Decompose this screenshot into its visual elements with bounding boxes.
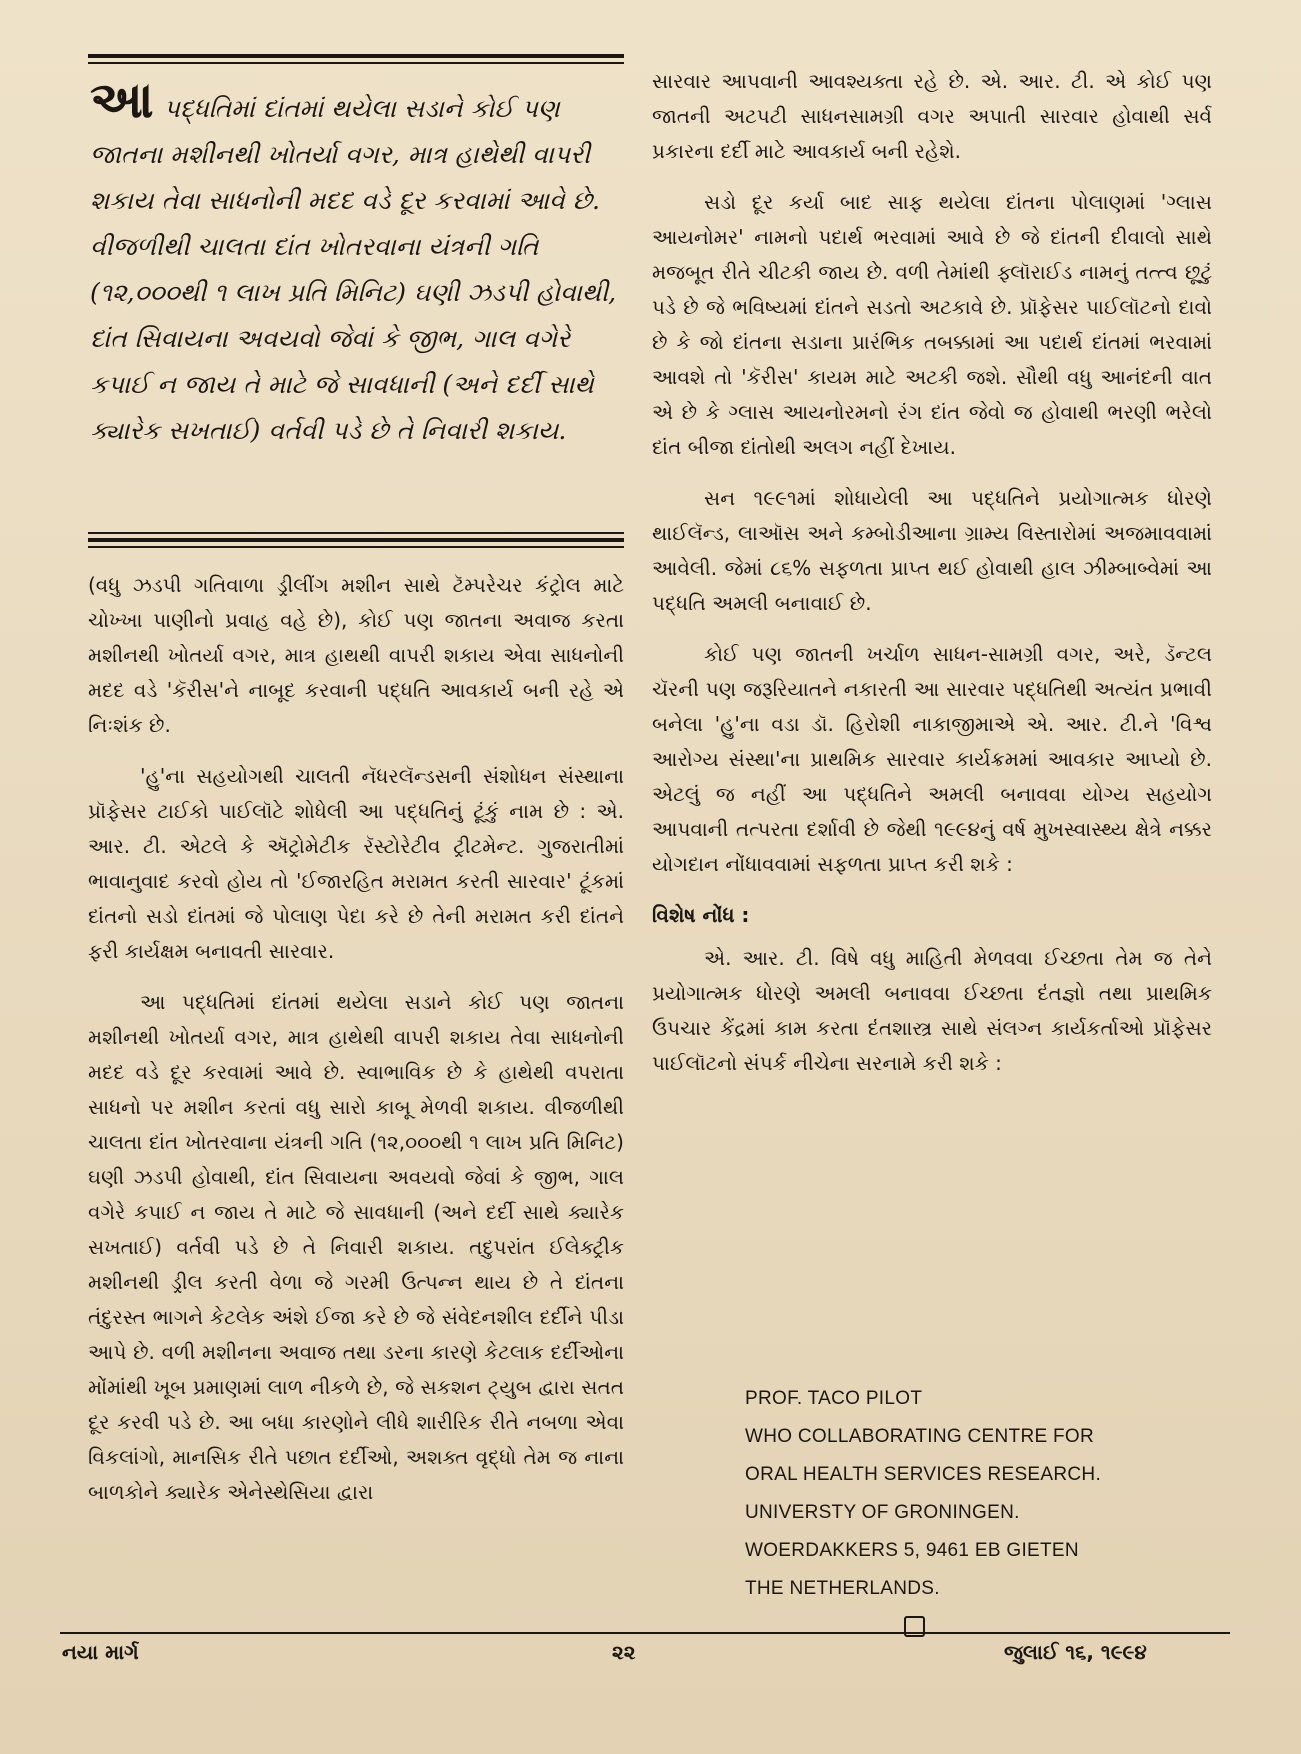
pullquote-initial: આ <box>90 70 154 129</box>
pullquote-text: પદ્ધતિમાં દાંતમાં થયેલા સડાને કોઈ પણ જાતના મશીનથી ખોતર્યા વગર, માત્ર હાથેથી વાપરી શકાય તેવા સાધનોની મદદ વડે દૂર કરવામાં આવે છે. વીજળીથી ચાલતા દાંત ખોતરવાના યંત્રની ગતિ (૧૨,૦૦૦થી ૧ લાખ પ્રતિ મિનિટ) ઘણી ઝડપી હોવાથી, દાંત સિવાયના અવયવો જેવાં કે જીભ, ગાલ વગેરે કપાઈ ન જાય તે માટે જે સાવધાની (અને દર્દી સાથે ક્યારેક સખતાઈ) વર્તવી પડે છે તે નિવારી શકાય. <box>90 94 617 445</box>
contact-address <box>745 1380 1101 1608</box>
address-line-university: UNIVERSTY OF GRONINGEN. <box>745 1502 1020 1523</box>
pullquote-bottom-rule-thin <box>88 532 624 534</box>
footer-page-number: ૨૨ <box>612 1640 636 1664</box>
right-paragraph-3: સન ૧૯૯૧માં શોધાયેલી આ પદ્ધતિને પ્રયોગાત્મક ધોરણે થાઈલૅન્ડ, લાઑસ અને કમ્બોડીઆના ગ્રામ્ય વિસ્તારોમાં અજમાવવામાં આવેલી. જેમાં ૮૬% સફળતા પ્રાપ્ત થઈ હોવાથી હાલ ઝીમ્બાબ્વેમાં આ પદ્ધતિ અમલી બનાવાઈ છે. <box>652 486 1212 615</box>
footer-publication: નયા માર્ગ <box>62 1640 139 1664</box>
pullquote-bottom-rule <box>88 538 624 542</box>
left-column <box>88 568 624 1526</box>
right-column <box>652 64 1212 1097</box>
right-paragraph-4: કોઈ પણ જાતની ખર્ચાળ સાધન-સામગ્રી વગર, અરે, ડૅન્ટલ ચૅરની પણ જરૂરિયાતને નકારતી આ સારવાર પદ્ધતિથી અત્યંત પ્રભાવી બનેલા 'હુ'ના વડા ડૉ. હિરોશી નાકાજીમાએ એ. આર. ટી.ને 'વિશ્વ આરોગ્ય સંસ્થા'ના પ્રાથમિક સારવાર કાર્યક્રમમાં આવકાર આપ્યો છે. એટલું જ નહીં આ પદ્ધતિને અમલી બનાવવા યોગ્ય સહયોગ આપવાની તત્પરતા દર્શાવી છે જેથી ૧૯૯૪નું વર્ષ મુખસ્વાસ્થ્ય ક્ષેત્રે નક્કર યોગદાન નોંધાવવામાં સફળતા પ્રાપ્ત કરી શકે : <box>652 642 1212 876</box>
address-line-research: ORAL HEALTH SERVICES RESEARCH. <box>745 1464 1102 1485</box>
note-paragraph: એ. આર. ટી. વિષે વધુ માહિતી મેળવવા ઈચ્છતા તેમ જ તેને પ્રયોગાત્મક ધોરણે અમલી બનાવવા ઈચ્છતા દંતજ્ઞો તથા પ્રાથમિક ઉપચાર કેંદ્રમાં કામ કરતા દંતશાસ્ત્ર સાથે સંલગ્ન કાર્યકર્તાઓ પ્રૉફેસર પાઈલૉટનો સંપર્ક નીચેના સરનામે કરી શકે : <box>652 946 1212 1075</box>
address-line-country: THE NETHERLANDS. <box>745 1578 940 1599</box>
address-line-street: WOERDAKKERS 5, 9461 EB GIETEN <box>745 1540 1079 1561</box>
note-heading: વિશેષ નોંધ : <box>652 903 750 927</box>
pullquote-top-rule-thin <box>88 62 624 64</box>
right-paragraph-1: સારવાર આપવાની આવશ્યક્તા રહે છે. એ. આર. ટી. એ કોઈ પણ જાતની અટપટી સાધનસામગ્રી વગર અપાતી સારવાર હોવાથી સર્વ પ્રકારના દર્દી માટે આવકાર્ય બની રહેશે. <box>652 69 1212 163</box>
left-paragraph-1: (વધુ ઝડપી ગતિવાળા ડ્રીલીંગ મશીન સાથે ટૅમ્પરેચર કંટ્રોલ માટે ચોખ્ખા પાણીનો પ્રવાહ વહે છે), કોઈ પણ જાતના અવાજ કરતા મશીનથી ખોતર્યા વગર, માત્ર હાથથી વાપરી શકાય એવા સાધનોની મદદ વડે 'કૅરીસ'ને નાબૂદ કરવાની પદ્ધતિ આવકાર્ય બની રહે એ નિઃશંક છે. <box>88 573 624 737</box>
right-paragraph-2: સડો દૂર કર્યા બાદ સાફ થયેલા દાંતના પોલાણમાં 'ગ્લાસ આયનોમર' નામનો પદાર્થ ભરવામાં આવે છે જે દાંતની દીવાલો સાથે મજબૂત રીતે ચીટકી જાય છે. વળી તેમાંથી ફ્લૉરાઈડ નામનું તત્ત્વ છૂટું પડે છે જે ભવિષ્યમાં દાંતને સડતો અટકાવે છે. પ્રૉફેસર પાઈલૉટનો દાવો છે કે જો દાંતના સડાના પ્રારંભિક તબક્કામાં આ પદાર્થ દાંતમાં ભરવામાં આવશે તો 'કૅરીસ' કાયમ માટે અટકી જશે. સૌથી વધુ આનંદની વાત એ છે કે ગ્લાસ આયનોરમનો રંગ દાંત જેવો જ હોવાથી ભરણી ભરેલો દાંત બીજા દાંતોથી અલગ નહીં દેખાય. <box>652 190 1212 459</box>
footer-date: જુલાઈ ૧૬, ૧૯૯૪ <box>1004 1640 1147 1664</box>
footer-rule <box>60 1632 1230 1634</box>
address-line-name: PROF. TACO PILOT <box>745 1388 923 1409</box>
address-line-centre: WHO COLLABORATING CENTRE FOR <box>745 1426 1095 1447</box>
left-paragraph-3: આ પદ્ધતિમાં દાંતમાં થયેલા સડાને કોઈ પણ જાતના મશીનથી ખોતર્યા વગર, માત્ર હાથેથી વાપરી શકાય તેવા સાધનોની મદદ વડે દૂર કરવામાં આવે છે. સ્વાભાવિક છે કે હાથેથી વપરાતા સાધનો પર મશીન કરતાં વધુ સારો કાબૂ મેળવી શકાય. વીજળીથી ચાલતા દાંત ખોતરવાના યંત્રની ગતિ (૧૨,૦૦૦થી ૧ લાખ પ્રતિ મિનિટ) ઘણી ઝડપી હોવાથી, દાંત સિવાયના અવયવો જેવાં કે જીભ, ગાલ વગેરે કપાઈ ન જાય તે માટે જે સાવધાની (અને દર્દી સાથે ક્યારેક સખતાઈ) વર્તવી પડે છે તે નિવારી શકાય. તદુપરાંત ઈલેક્ટ્રીક મશીનથી ડ્રીલ કરતી વેળા જે ગરમી ઉત્પન્ન થાય છે તે દાંતના તંદુરસ્ત ભાગને કેટલેક અંશે ઈજા કરે છે જે સંવેદનશીલ દર્દીને પીડા આપે છે. વળી મશીનના અવાજ તથા ડરના કારણે કેટલાક દર્દીઓના મોંમાંથી ખૂબ પ્રમાણમાં લાળ નીકળે છે, જે સકશન ટ્યુબ દ્વારા સતત દૂર કરવી પડે છે. આ બધા કારણોને લીધે શારીરિક રીતે નબળા એવા વિકલાંગો, માનસિક રીતે પછાત દર્દીઓ, અશક્ત વૃદ્ધો તેમ જ નાના બાળકોને ક્યારેક એનેસ્થેસિયા દ્વારા <box>88 990 624 1504</box>
pullquote <box>90 70 620 454</box>
left-paragraph-2: 'હુ'ના સહયોગથી ચાલતી નૅધરલૅન્ડસની સંશોધન સંસ્થાના પ્રૉફેસર ટાઈકો પાઈલૉટે શોધેલી આ પદ્ધતિનું ટૂંકું નામ છે : એ. આર. ટી. એટલે કે ઍટ્રોમેટીક રૅસ્ટોરેટીવ ટ્રીટમેન્ટ. ગુજરાતીમાં ભાવાનુવાદ કરવો હોય તો 'ઈજારહિત મરામત કરતી સારવાર' ટૂંકમાં દાંતનો સડો દાંતમાં જે પોલાણ પેદા કરે છે તેની મરામત કરી દાંતને ફરી કાર્યક્ષમ બનાવતી સારવાર. <box>88 764 624 963</box>
pullquote-top-rule <box>88 54 624 58</box>
pullquote-bottom-rule-thin-2 <box>88 546 624 548</box>
